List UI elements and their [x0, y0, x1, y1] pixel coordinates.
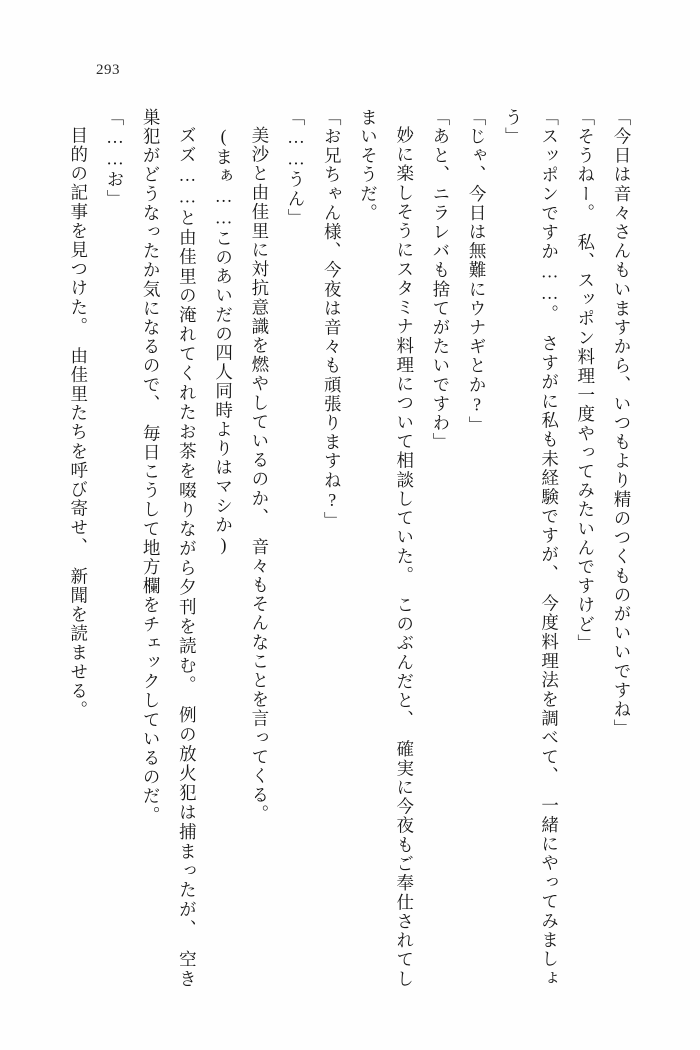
paragraph: 「今日は音々さんもいますから、いつもより精のつくものがいいですね」: [612, 108, 632, 739]
paragraph: 「……お」: [104, 108, 125, 209]
page-body-text: [60, 108, 640, 988]
paragraph: 「……うん」: [286, 108, 307, 228]
paragraph: 「お兄ちゃん様、今夜は音々も頑張りますね?」: [322, 108, 343, 531]
page-number: 293: [96, 62, 120, 78]
paragraph: 「じゃ、今日は無難にウナギとか?」: [467, 108, 488, 436]
paragraph: 妙に楽しそうにスタミナ料理について相談していた。 このぶんだと、 確実に今夜もご奉仕されてしまいそうだ。: [358, 108, 415, 988]
paragraph: 「スッポンですか……。 さすがに私も未経験ですが、 今度料理法を調べて、 一緒にやってみましょう」: [503, 108, 560, 988]
paragraph: (まぁ……このあいだの四人同時よりはマシか): [213, 125, 234, 556]
paragraph: 目的の記事を見つけた。 由佳里たちを呼び寄せ、 新聞を読ませる。: [68, 125, 89, 720]
paragraph: 「あと、ニラレバも捨てがたいですわ」: [430, 108, 451, 452]
paragraph: 「そうねー。 私、スッポン料理一度やってみたいんですけど」: [575, 108, 596, 654]
paragraph: ズズ……と由佳里の淹れてくれたお茶を啜りながら夕刊を読む。 例の放火犯は捕まったが、 空き巣犯がどうなったか気になるので、 毎日こうして地方欄をチェックしているのだ。: [141, 108, 198, 988]
paragraph: 美沙と由佳里に対抗意識を燃やしているのか、 音々もそんなことを言ってくる。: [249, 125, 270, 824]
